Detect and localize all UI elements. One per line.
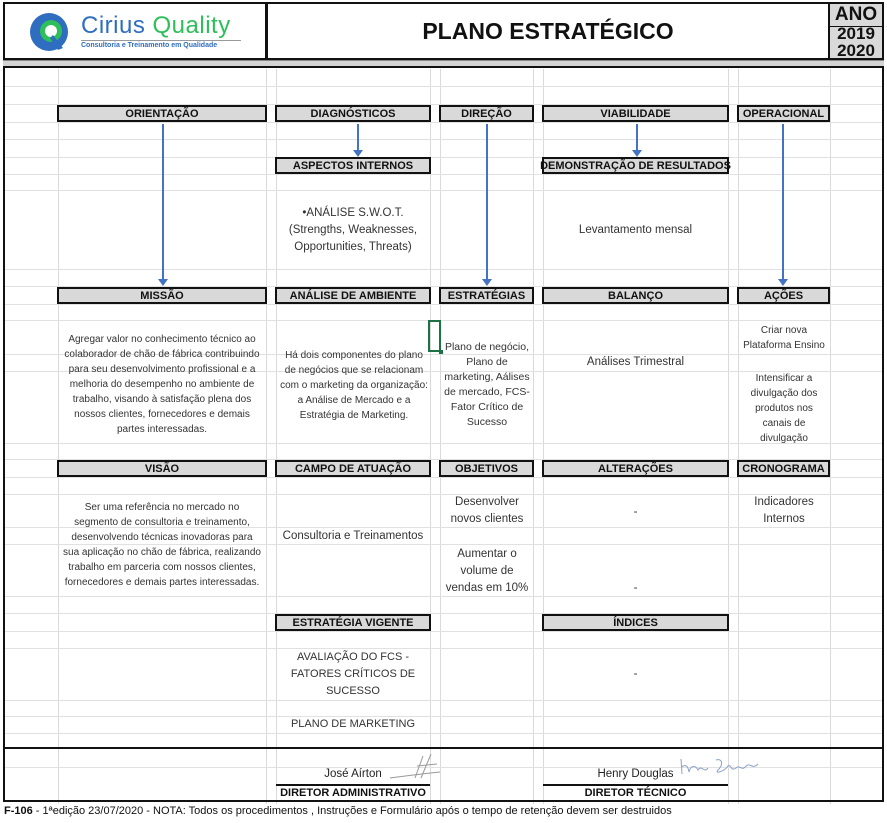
grid-line [5, 86, 882, 87]
header-visao: VISÃO [57, 460, 267, 477]
header-cronograma: CRONOGRAMA [737, 460, 830, 477]
grid-line [5, 139, 882, 140]
grid-line [738, 69, 739, 804]
header-direcao: DIREÇÃO [439, 105, 534, 122]
grid-line [5, 733, 882, 734]
footer-text: - 1ªedição 23/07/2020 - NOTA: Todos os procedimentos , Instruções e Formulário após o tempo de retenção devem ser destruidos [32, 805, 672, 817]
header-analise-ambiente: ANÁLISE DE AMBIENTE [275, 287, 431, 304]
year-cell [828, 2, 884, 60]
alteracao-item-1: - [633, 505, 638, 518]
grid-line [5, 631, 882, 632]
signature-role-2: DIRETOR TÉCNICO [584, 787, 687, 799]
grid-line [533, 69, 534, 804]
grid-line [5, 648, 882, 649]
grid-line [5, 613, 882, 614]
signature-name-1: José Aírton [324, 768, 382, 780]
logo-cell [3, 2, 267, 60]
grid-line [266, 69, 267, 804]
arrow-down-icon [782, 124, 784, 280]
year-1: 2019 [837, 24, 875, 43]
arrow-down-icon [636, 124, 638, 151]
alteracao-item-2: - [633, 581, 638, 594]
grid-line [5, 157, 882, 158]
grid-line [5, 269, 882, 270]
header-alteracoes: ALTERAÇÕES [542, 460, 729, 477]
estrategia-vigente-item-1: AVALIAÇÃO DO FCS - FATORES CRÍTICOS DE SUCESSO [290, 651, 416, 697]
grid-line [5, 190, 882, 191]
grid-line [440, 69, 441, 804]
indices-text: - [633, 667, 638, 680]
header-acoes: AÇÕES [737, 287, 830, 304]
arrow-down-icon [486, 124, 488, 280]
year-2: 2020 [837, 41, 875, 60]
header-viabilidade: VIABILIDADE [542, 105, 729, 122]
signature-line [276, 784, 430, 786]
grid-line [5, 477, 882, 478]
header-aspectos-internos: ASPECTOS INTERNOS [275, 157, 431, 174]
grid-line [430, 69, 431, 804]
signature-name-2: Henry Douglas [597, 768, 674, 780]
swot-line: (Strengths, Weaknesses, [288, 224, 418, 236]
acao-item-1: Criar nova Plataforma Ensino [743, 325, 825, 351]
header-campo-atuacao: CAMPO DE ATUAÇÃO [275, 460, 431, 477]
grid-line [5, 700, 882, 701]
header-orientacao: ORIENTAÇÃO [57, 105, 267, 122]
header-diagnosticos: DIAGNÓSTICOS [275, 105, 431, 122]
header-missao: MISSÃO [57, 287, 267, 304]
logo-subtitle: Consultoria e Treinamento em Qualidade [81, 42, 218, 49]
header-objetivos: OBJETIVOS [439, 460, 534, 477]
analise-ambiente-text: Há dois componentes do plano de negócios que se relacionam com o marketing da organização: a Análise de Mercado e a Estratégia de Marketing. [280, 349, 428, 421]
swot-text [276, 203, 430, 258]
header-indices: ÍNDICES [542, 614, 729, 631]
demonstracao-text: Levantamento mensal [578, 223, 693, 236]
header-demonstracao-resultados: DEMONSTRAÇÃO DE RESULTADOS [542, 157, 729, 174]
objetivo-item-2: Aumentar o volume de vendas em 10% [445, 547, 529, 594]
objetivo-item-1: Desenvolver novos clientes [450, 496, 524, 525]
grid-line [5, 174, 882, 175]
header-estrategia-vigente: ESTRATÉGIA VIGENTE [275, 614, 431, 631]
grid-line [728, 69, 729, 804]
grid-line [543, 69, 544, 804]
footer-note [4, 805, 672, 817]
grid-line [58, 69, 59, 804]
grid-line [5, 122, 882, 123]
logo-name: Cirius Quality [81, 12, 231, 39]
selected-cell[interactable] [428, 320, 441, 352]
form-code: F-106 [4, 805, 33, 817]
year-label: ANO [830, 4, 882, 27]
grid-line [830, 69, 831, 804]
grid-line [276, 69, 277, 804]
grid-line [5, 304, 882, 305]
cronograma-text: Indicadores Internos [754, 496, 814, 525]
campo-atuacao-text: Consultoria e Treinamentos [282, 529, 424, 542]
acao-item-2: Intensificar a divulgação dos produtos nos canais de divulgação [750, 372, 818, 444]
balanco-text: Análises Trimestral [586, 355, 685, 368]
logo-divider [81, 40, 241, 41]
logo-q-icon [27, 10, 71, 54]
missao-text: Agregar valor no conhecimento técnico ao colaborador de chão de fábrica contribuindo para seu desenvolvimento profissional e a melhoria do desempenho no ambiente de trabalho, visando à satisfação plena dos nossos clientes, fornecedores e demais partes interessadas. [64, 333, 260, 435]
grid-line [5, 320, 882, 321]
header-operacional: OPERACIONAL [737, 105, 830, 122]
estrategias-text: Plano de negócio, Plano de marketing, Aálises de mercado, FCS-Fator Crítico de Sucesso [444, 341, 530, 428]
arrow-down-icon [162, 124, 164, 280]
estrategia-vigente-item-2: PLANO DE MARKETING [290, 718, 416, 730]
swot-line: Opportunities, Threats) [294, 241, 412, 253]
signature-line [543, 784, 728, 786]
arrow-down-icon [357, 124, 359, 151]
signature-role-1: DIRETOR ADMINISTRATIVO [280, 787, 426, 799]
grid-line [5, 716, 882, 717]
swot-line: •ANÁLISE S.W.O.T. [302, 207, 404, 219]
visao-text: Ser uma referência no mercado no segmento de consultoria e treinamento, desenvolvendo técnicas inovadoras para sua aplicação no chão de fábrica, realizando trabalho em parceria com nossos clientes, fornecedores e demais partes interessadas. [63, 502, 261, 588]
header-balanco: BALANÇO [542, 287, 729, 304]
page-title: PLANO ESTRATÉGICO [266, 2, 830, 60]
header-estrategias: ESTRATÉGIAS [439, 287, 534, 304]
